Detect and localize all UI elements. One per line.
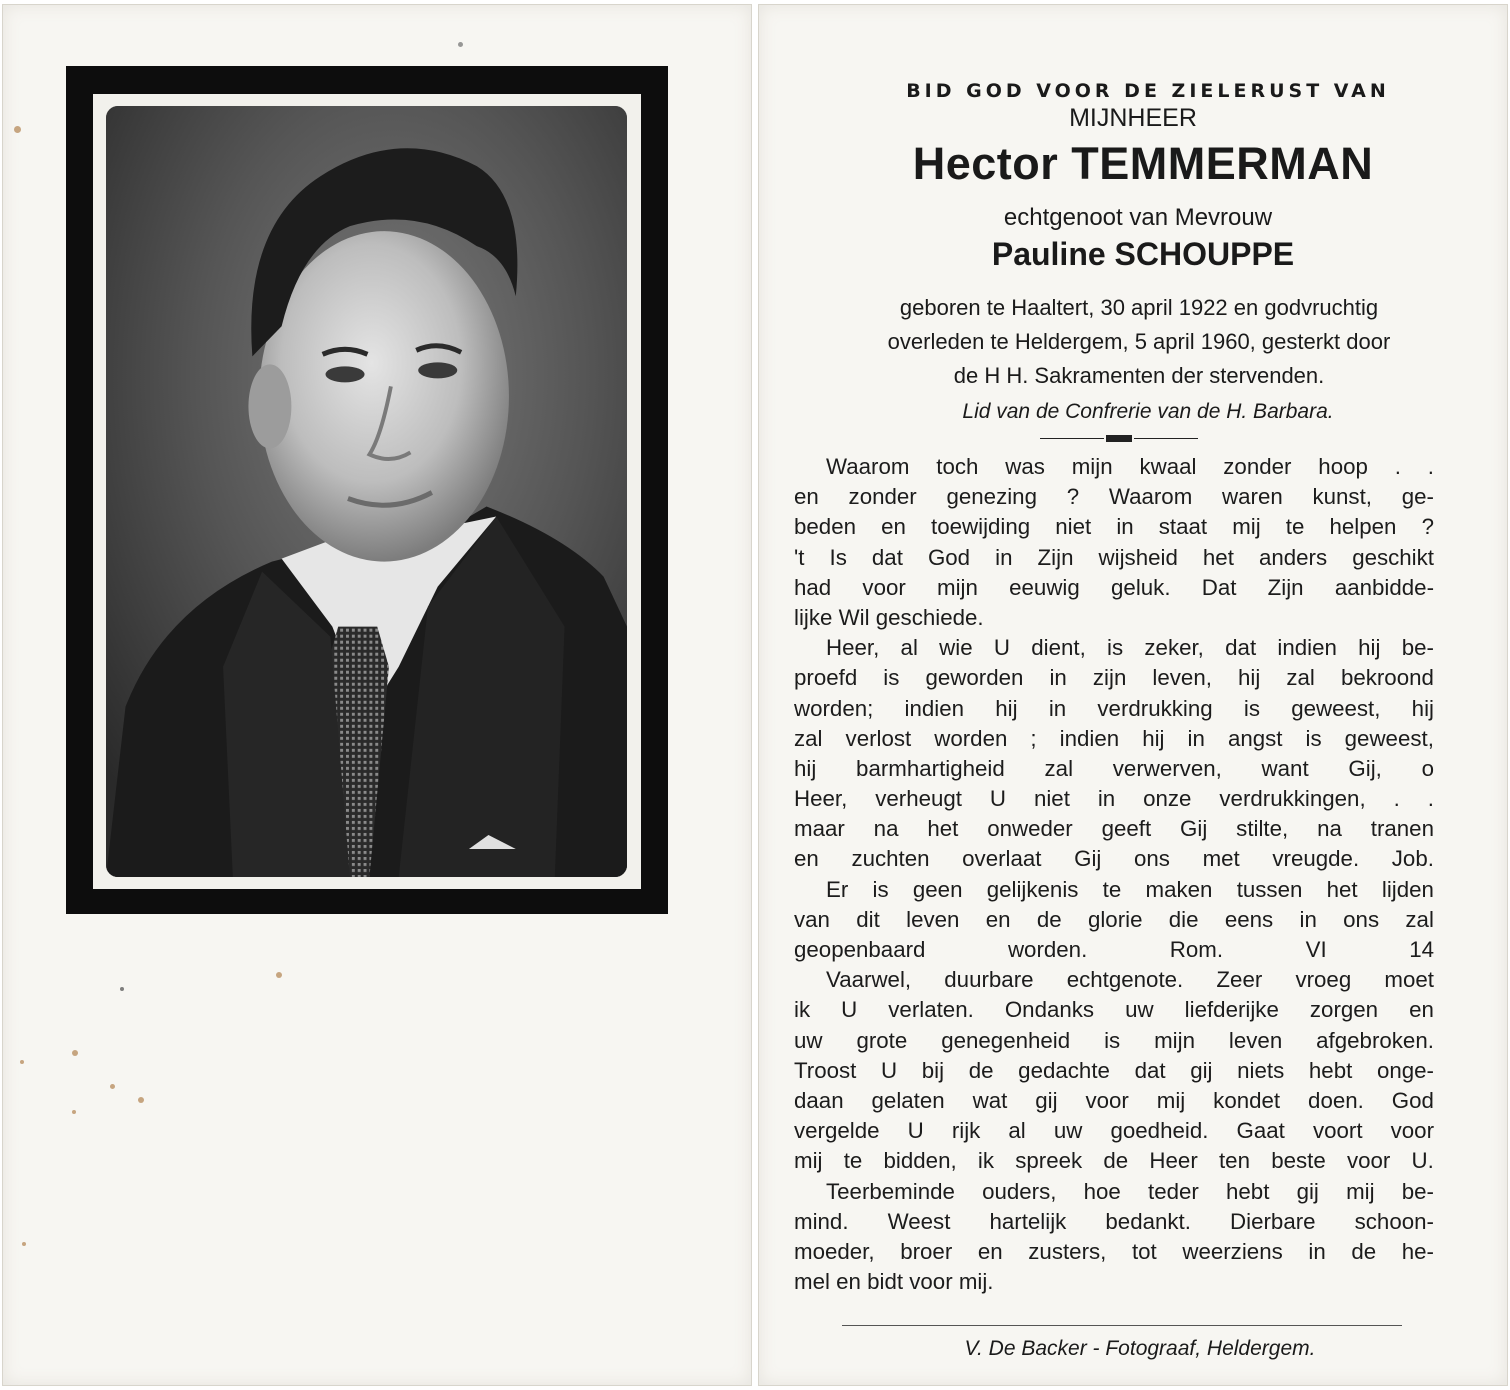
memorial-line: beden en toewijding niet in staat mij te helpen ?: [794, 514, 1434, 540]
spouse-name: Pauline SCHOUPPE: [991, 236, 1295, 272]
photo-mat: [93, 94, 641, 889]
memorial-line: en zonder genezing ? Waarom waren kunst, ge-: [794, 484, 1434, 510]
divider-line: [1040, 438, 1104, 439]
ornament-divider: [1040, 435, 1198, 443]
memorial-line: Heer, verheugt U niet in onze verdrukkingen, . .: [794, 786, 1434, 812]
memorial-line: Er is geen gelijkenis te maken tussen het lijden: [826, 876, 1434, 902]
paper-stain: [72, 1110, 76, 1114]
membership-note: Lid van de Confrerie van de H. Barbara.: [962, 400, 1334, 423]
memorial-text: [794, 452, 1434, 1297]
paper-stain: [138, 1097, 144, 1103]
portrait-illustration: [106, 106, 627, 877]
mourning-frame: [66, 66, 668, 914]
prayer-heading: BID GOD VOOR DE ZIELERUST VAN: [906, 80, 1390, 102]
memorial-line: 't Is dat God in Zijn wijsheid het anders geschikt: [794, 544, 1434, 570]
memorial-text-panel: [758, 4, 1508, 1386]
memorial-line: vergelde U rijk al uw goedheid. Gaat voort voor: [794, 1118, 1434, 1144]
memorial-line: ik U verlaten. Ondanks uw liefderijke zorgen en: [794, 997, 1434, 1023]
memorial-line: zal verlost worden ; indien hij in angst is geweest,: [794, 725, 1434, 751]
divider-line: [1134, 438, 1198, 439]
life-dates-line: geboren te Haaltert, 30 april 1922 en godvruchtig: [899, 295, 1379, 320]
memorial-line: mel en bidt voor mij.: [794, 1269, 994, 1295]
memorial-line: hij barmhartigheid zal verwerven, want Gij, o: [794, 755, 1434, 781]
deceased-first-name: Hector: [912, 138, 1059, 189]
memorial-line: lijke Wil geschiede.: [794, 604, 984, 630]
paper-stain: [276, 972, 282, 978]
divider-ornament: [1106, 435, 1132, 442]
paper-stain: [120, 987, 124, 991]
memorial-line: Heer, al wie U dient, is zeker, dat indien hij be-: [826, 635, 1434, 661]
memorial-line: mind. Weest hartelijk bedankt. Dierbare schoon-: [794, 1208, 1434, 1234]
memorial-line: uw grote genegenheid is mijn leven afgebroken.: [794, 1027, 1434, 1053]
memorial-line: daan gelaten wat gij voor mij kondet doen. God: [794, 1087, 1434, 1113]
life-dates-line: overleden te Heldergem, 5 april 1960, gesterkt door: [887, 329, 1391, 354]
memorial-line: Vaarwel, duurbare echtgenote. Zeer vroeg moet: [826, 967, 1434, 993]
paper-stain: [14, 126, 21, 133]
memorial-line: Waarom toch was mijn kwaal zonder hoop . .: [826, 454, 1434, 479]
portrait-card-panel: [2, 4, 752, 1386]
memorial-line: had voor mijn eeuwig geluk. Dat Zijn aanbidde-: [794, 574, 1434, 600]
life-dates-line: de H H. Sakramenten der stervenden.: [953, 363, 1325, 388]
memorial-line: van dit leven en de glorie die eens in ons zal: [794, 906, 1434, 932]
memorial-line: en zuchten overlaat Gij ons met vreugde. Job.: [794, 846, 1434, 872]
portrait-photo: [106, 106, 627, 877]
paper-stain: [110, 1084, 115, 1089]
credit-divider: [842, 1325, 1402, 1326]
memorial-line: proefd is geworden in zijn leven, hij zal bekroond: [794, 665, 1434, 691]
deceased-last-name: TEMMERMAN: [1071, 138, 1374, 189]
paper-stain: [22, 1242, 26, 1246]
memorial-line: Troost U bij de gedachte dat gij niets hebt onge-: [794, 1057, 1434, 1083]
paper-stain: [458, 42, 463, 47]
deceased-name: [778, 138, 1508, 190]
memorial-line: geopenbaard worden. Rom. VI 14: [794, 937, 1434, 962]
life-dates: [780, 291, 1498, 393]
honorific-title: MIJNHEER: [1069, 104, 1197, 132]
memorial-line: worden; indien hij in verdrukking is geweest, hij: [794, 695, 1434, 721]
paper-stain: [20, 1060, 24, 1064]
paper-stain: [72, 1050, 78, 1056]
memorial-line: moeder, broer en zusters, tot weerziens in de he-: [794, 1238, 1434, 1264]
spouse-intro: echtgenoot van Mevrouw: [1003, 204, 1273, 231]
photographer-credit: V. De Backer - Fotograaf, Heldergem.: [964, 1337, 1316, 1360]
memorial-line: Teerbeminde ouders, hoe teder hebt gij mij be-: [826, 1178, 1434, 1204]
memorial-line: maar na het onweder geeft Gij stilte, na tranen: [794, 816, 1434, 842]
memorial-line: mij te bidden, ik spreek de Heer ten beste voor U.: [794, 1148, 1434, 1174]
